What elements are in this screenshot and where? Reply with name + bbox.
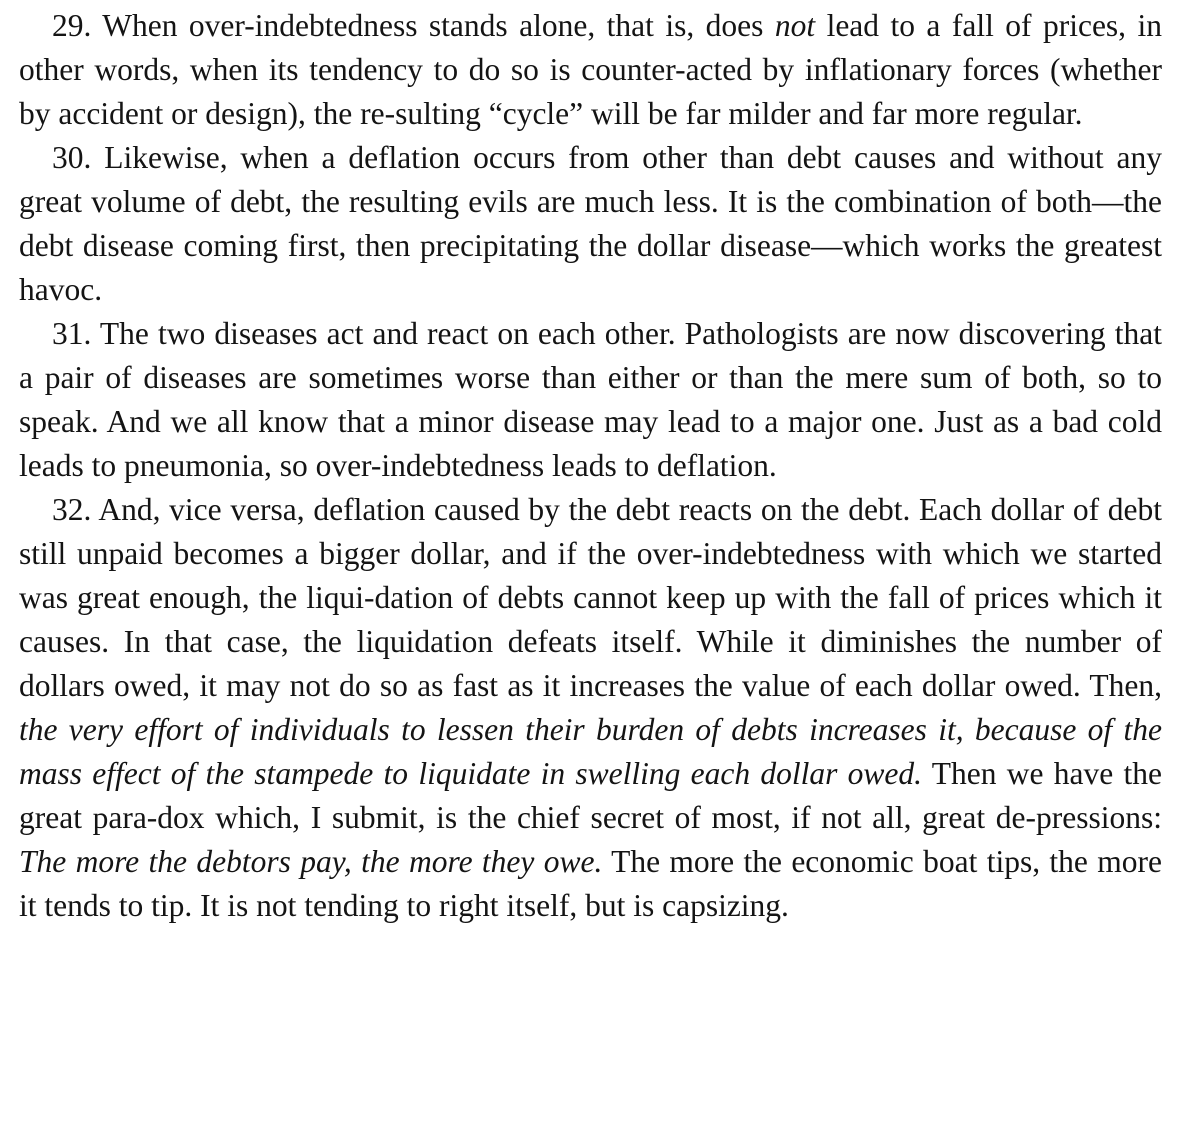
paragraph-32 (19, 488, 1162, 928)
paragraph-text: The more the economic boat tips, the more it tends to tip. It is not tending to right itself, but is capsizing. (19, 844, 1162, 923)
emphasis-text: The more the debtors pay, the more they owe. (19, 844, 603, 879)
paragraph-number: 30. (52, 140, 92, 175)
paragraph-text: lead to a fall of prices, in other words, when its tendency to do so is counter-acted by inflationary forces (whether by accident or design), the re-sulting “cycle” will be far milder and far more regular. (19, 8, 1163, 131)
paragraph-number: 32. (52, 492, 92, 527)
paragraph-number: 29. (52, 8, 92, 43)
paragraph-text: When over-indebtedness stands alone, that is, does (102, 8, 764, 43)
paragraph-31 (19, 312, 1162, 488)
paragraph-number: 31. (52, 316, 92, 351)
emphasis-text: the very effort of individuals to lessen their burden of debts increases it, because of the mass effect of the stampede to liquidate in swelling each dollar owed. (19, 712, 1162, 791)
paragraph-text: And, vice versa, deflation caused by the debt reacts on the debt. Each dollar of debt still unpaid becomes a bigger dollar, and if the over-indebtedness with which we started was great enough, the liqui-dation of debts cannot keep up with the fall of prices which it causes. In that case, the liquidation defeats itself. While it diminishes the number of dollars owed, it may not do so as fast as it increases the value of each dollar owed. Then, (19, 492, 1163, 703)
paragraph-text: Then we have the great para-dox which, I submit, is the chief secret of most, if not all, great de-pressions: (19, 756, 1162, 835)
paragraph-text: The two diseases act and react on each other. Pathologists are now discovering that a pair of diseases are sometimes worse than either or than the mere sum of both, so to speak. And we all know that a minor disease may lead to a major one. Just as a bad cold leads to pneumonia, so over-indebtedness leads to deflation. (19, 316, 1162, 483)
paragraph-29 (19, 4, 1162, 136)
emphasis-text: not (774, 8, 816, 43)
paragraph-30 (19, 136, 1162, 312)
paragraph-text: Likewise, when a deflation occurs from other than debt causes and without any great volume of debt, the resulting evils are much less. It is the combination of both—the debt disease coming first, then precipitating the dollar disease—which works the greatest havoc. (19, 140, 1162, 307)
